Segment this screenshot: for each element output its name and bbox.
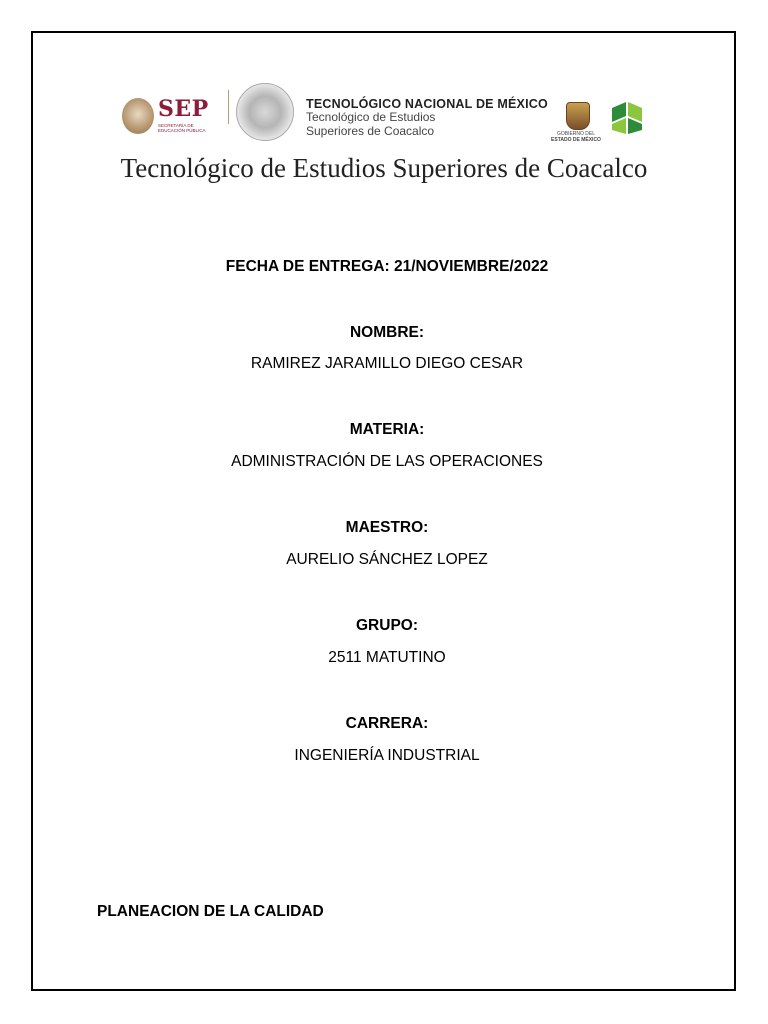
sep-logo-text: SEP (158, 96, 209, 122)
tecnm-logo-text (306, 97, 548, 138)
edomex-shield-icon (566, 102, 590, 130)
tescoacalco-green-logo-icon (610, 100, 644, 136)
footer-title: PLANEACION DE LA CALIDAD (97, 903, 324, 920)
maestro-label: MAESTRO: (345, 519, 429, 536)
materia-value: ADMINISTRACIÓN DE LAS OPERACIONES (231, 453, 543, 470)
tecnm-line-1: Tecnológico de Estudios (306, 110, 436, 124)
fecha-entrega: FECHA DE ENTREGA: 21/NOVIEMBRE/2022 (225, 258, 549, 275)
nombre-label: NOMBRE: (349, 324, 425, 341)
nombre-value: RAMIREZ JARAMILLO DIEGO CESAR (250, 355, 524, 372)
institution-title: Tecnológico de Estudios Superiores de Coacalco (120, 153, 648, 183)
mexico-eagle-seal-icon (236, 83, 294, 141)
sep-seal-icon (122, 98, 154, 134)
edomex-label-line-2: ESTADO DE MÉXICO (551, 136, 601, 143)
sep-logo (122, 96, 217, 138)
materia-label: MATERIA: (349, 421, 425, 438)
sep-logo-subtext: SECRETARÍA DE EDUCACIÓN PÚBLICA (158, 123, 206, 133)
carrera-value: INGENIERÍA INDUSTRIAL (294, 747, 480, 764)
tecnm-title: TECNOLÓGICO NACIONAL DE MÉXICO (306, 97, 548, 111)
grupo-value: 2511 MATUTINO (328, 649, 446, 666)
edomex-label-line-1: GOBIERNO DEL (556, 131, 596, 137)
carrera-label: CARRERA: (345, 715, 429, 732)
grupo-label: GRUPO: (356, 617, 418, 634)
edomex-label (546, 132, 606, 143)
tecnm-line-2: Superiores de Coacalco (306, 123, 435, 138)
logo-divider (228, 90, 229, 124)
maestro-value: AURELIO SÁNCHEZ LOPEZ (286, 551, 488, 568)
